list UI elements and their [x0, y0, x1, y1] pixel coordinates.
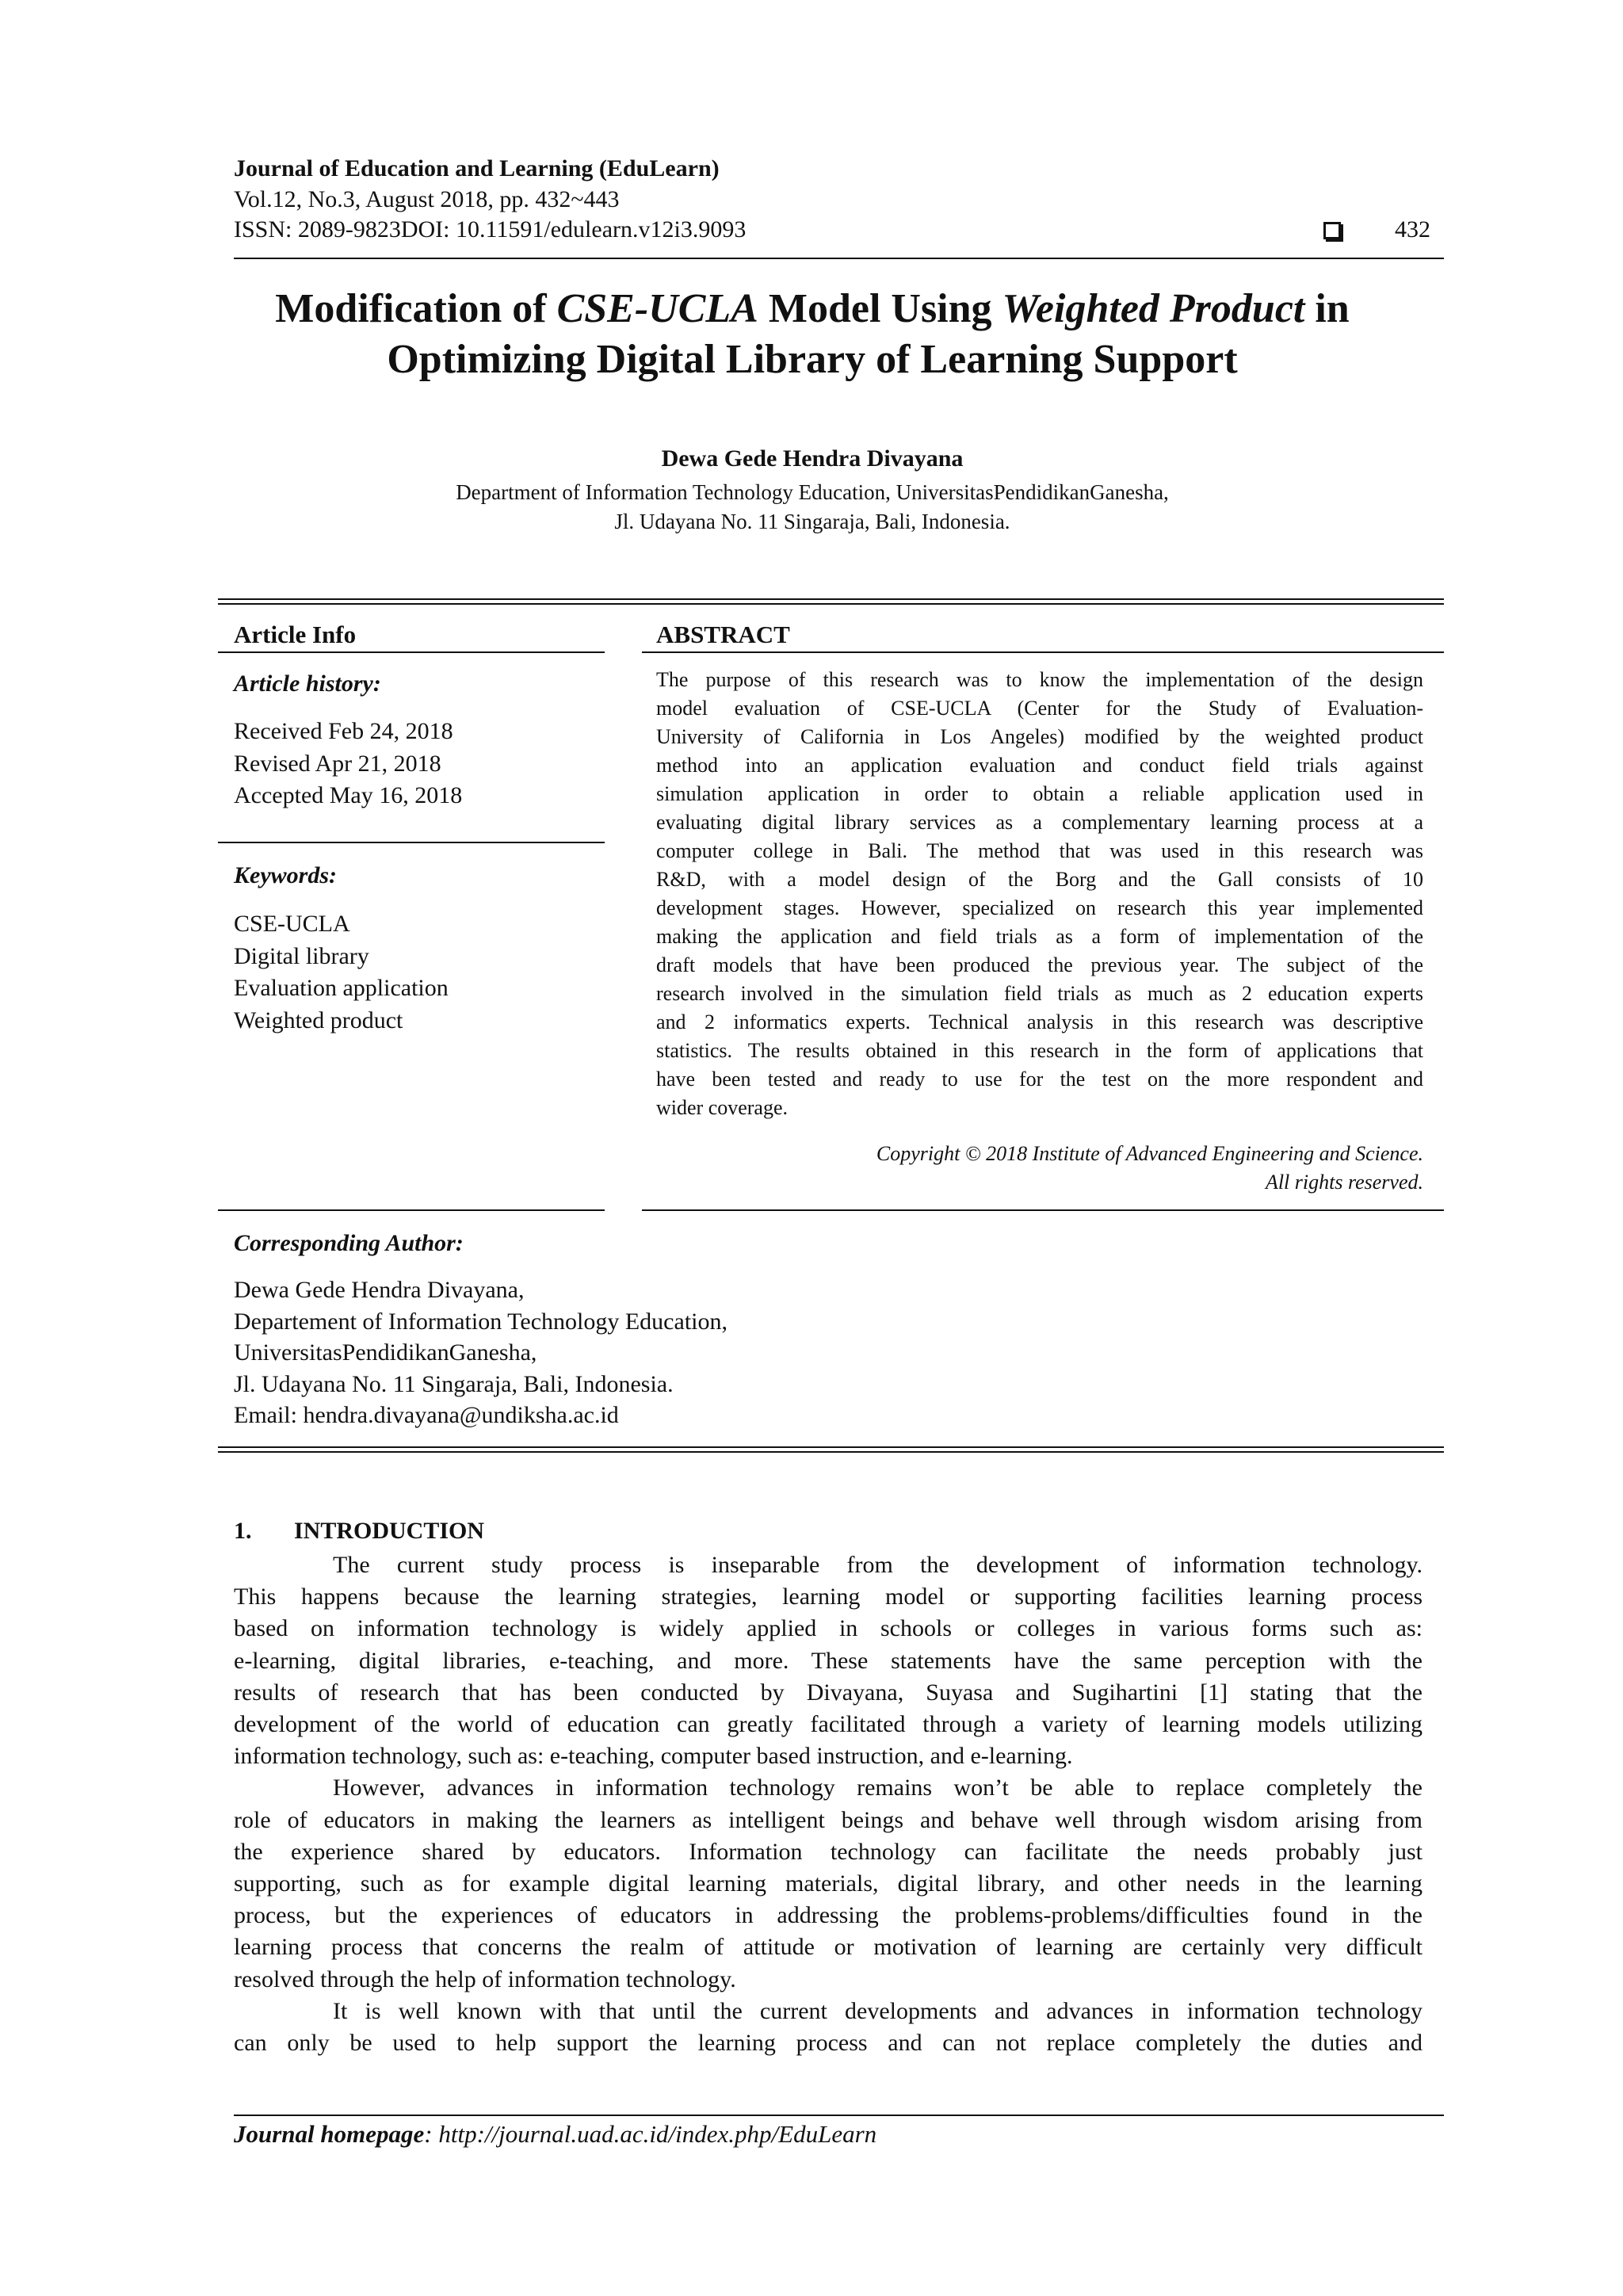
abstract-line: computer college in Bali. The method that was used in this research was	[656, 839, 1423, 862]
abstract-line: The purpose of this research was to know the implementation of the design	[656, 668, 1423, 691]
copyright-line: All rights reserved.	[1265, 1171, 1423, 1194]
history-accepted: Accepted May 16, 2018	[234, 782, 463, 808]
intro-line: based on information technology is widely applied in schools or colleges in various forms such as:	[234, 1615, 1423, 1642]
title-part: in	[1304, 286, 1350, 331]
title-part: Model Using	[758, 286, 1002, 331]
abstract-line: model evaluation of CSE-UCLA (Center for the Study of Evaluation-	[656, 697, 1423, 720]
info-box-top-rule	[218, 598, 1444, 600]
journal-volume: Vol.12, No.3, August 2018, pp. 432~443	[234, 186, 620, 212]
abstract-rule	[642, 651, 1444, 653]
page-number: 432	[1395, 216, 1430, 243]
abstract-line: and 2 informatics experts. Technical analysis in this research was descriptive	[656, 1010, 1423, 1033]
history-revised: Revised Apr 21, 2018	[234, 750, 441, 777]
intro-line: e-learning, digital libraries, e-teaching, and more. These statements have the same perception with the	[234, 1647, 1423, 1674]
homepage-link[interactable]: : http://journal.uad.ac.id/index.php/EduLearn	[424, 2120, 877, 2148]
abstract-bottom-rule	[642, 1209, 1444, 1211]
corresponding-email: Email: hendra.divayana@undiksha.ac.id	[234, 1402, 619, 1428]
intro-line: This happens because the learning strategies, learning model or supporting facilities learning process	[234, 1584, 1423, 1610]
keywords-heading: Keywords:	[234, 862, 337, 888]
abstract-line: University of California in Los Angeles) modified by the weighted product	[656, 725, 1423, 748]
intro-line: learning process that concerns the realm of attitude or motivation of learning are certainly very difficult	[234, 1934, 1423, 1961]
title-emphasis-method: Weighted Product	[1002, 286, 1305, 331]
intro-line: resolved through the help of information technology.	[234, 1966, 736, 1992]
checkbox-square-icon	[1323, 222, 1341, 239]
intro-line: The current study process is inseparable from the development of information technology.	[333, 1552, 1423, 1578]
title-emphasis-model: CSE-UCLA	[556, 286, 758, 331]
corresponding-name: Dewa Gede Hendra Divayana,	[234, 1277, 525, 1303]
intro-line: process, but the experiences of educators in addressing the problems-problems/difficulties found in the	[234, 1902, 1423, 1929]
header-rule	[234, 258, 1444, 259]
footer-rule	[234, 2115, 1444, 2116]
abstract-heading: ABSTRACT	[656, 621, 790, 648]
article-history-heading: Article history:	[234, 670, 381, 697]
intro-line: It is well known with that until the current developments and advances in information technology	[333, 1997, 1423, 2024]
homepage-label: Journal homepage	[234, 2120, 425, 2148]
intro-line: can only be used to help support the learning process and can not replace completely the duties and	[234, 2030, 1423, 2057]
corresponding-author-heading: Corresponding Author:	[234, 1230, 464, 1256]
keyword-item: CSE-UCLA	[234, 911, 350, 937]
article-info-bottom-rule	[218, 1209, 605, 1211]
abstract-line: making the application and field trials as a form of implementation of the	[656, 925, 1423, 948]
abstract-line: wider coverage.	[656, 1096, 789, 1119]
abstract-text	[656, 666, 1423, 1122]
introduction-heading	[234, 1518, 484, 1545]
info-box-bottom-rule-2	[218, 1451, 1444, 1453]
intro-line: information technology, such as: e-teaching, computer based instruction, and e-learning.	[234, 1743, 1073, 1770]
abstract-line: research involved in the simulation field trials as much as 2 education experts	[656, 982, 1423, 1005]
abstract-line: R&D, with a model design of the Borg and the Gall consists of 10	[656, 868, 1423, 891]
info-box-bottom-rule	[218, 1446, 1444, 1448]
introduction-body	[234, 1549, 1423, 2059]
intro-line: development of the world of education can greatly facilitated through a variety of learning models utilizing	[234, 1711, 1423, 1738]
affiliation-line: Department of Information Technology Education, UniversitasPendidikanGanesha,	[456, 480, 1169, 504]
journal-name: Journal of Education and Learning (EduLearn)	[234, 155, 720, 181]
title-part: Modification of	[275, 286, 557, 331]
intro-line: the experience shared by educators. Information technology can facilitate the needs probably just	[234, 1838, 1423, 1865]
abstract-line: statistics. The results obtained in this research in the form of applications that	[656, 1039, 1423, 1062]
section-title: INTRODUCTION	[294, 1518, 485, 1544]
keywords-rule	[218, 842, 605, 843]
corresponding-address: Jl. Udayana No. 11 Singaraja, Bali, Indonesia.	[234, 1370, 674, 1397]
keyword-item: Digital library	[234, 942, 369, 969]
abstract-line: evaluating digital library services as a complementary learning process at a	[656, 811, 1423, 834]
author-affiliation	[206, 478, 1419, 537]
abstract-line: draft models that have been produced the previous year. The subject of the	[656, 953, 1423, 976]
article-history-list	[234, 716, 462, 812]
article-info-heading: Article Info	[234, 621, 357, 648]
affiliation-line: Jl. Udayana No. 11 Singaraja, Bali, Indonesia.	[614, 510, 1010, 533]
abstract-line: have been tested and ready to use for the test on the more respondent and	[656, 1068, 1423, 1091]
journal-homepage	[234, 2120, 876, 2149]
copyright-notice	[656, 1140, 1423, 1197]
article-info-rule	[218, 651, 605, 653]
keywords-list	[234, 908, 449, 1037]
abstract-line: development stages. However, specialized on research this year implemented	[656, 896, 1423, 919]
corresponding-university: UniversitasPendidikanGanesha,	[234, 1339, 537, 1366]
intro-line: supporting, such as for example digital learning materials, digital library, and other needs in the learning	[234, 1870, 1423, 1897]
abstract-line: method into an application evaluation and conduct field trials against	[656, 754, 1423, 777]
title-line-2: Optimizing Digital Library of Learning Support	[387, 337, 1238, 382]
history-received: Received Feb 24, 2018	[234, 718, 453, 744]
paper-title	[206, 284, 1419, 385]
intro-line: results of research that has been conducted by Divayana, Suyasa and Sugihartini [1] stating that the	[234, 1679, 1423, 1706]
copyright-line: Copyright © 2018 Institute of Advanced Engineering and Science.	[876, 1142, 1423, 1165]
intro-line: role of educators in making the learners as intelligent beings and behave well through wisdom arising from	[234, 1806, 1423, 1833]
corresponding-author-details	[234, 1274, 727, 1431]
intro-line: However, advances in information technology remains won’t be able to replace completely the	[333, 1775, 1423, 1801]
corresponding-department: Departement of Information Technology Education,	[234, 1308, 727, 1335]
section-number: 1.	[234, 1518, 252, 1544]
info-box-top-rule-2	[218, 603, 1444, 605]
author-name: Dewa Gede Hendra Divayana	[661, 445, 964, 472]
keyword-item: Evaluation application	[234, 975, 449, 1001]
journal-issn-doi: ISSN: 2089-9823DOI: 10.11591/edulearn.v12i3.9093	[234, 216, 747, 243]
abstract-line: simulation application in order to obtain a reliable application used in	[656, 782, 1423, 805]
keyword-item: Weighted product	[234, 1007, 403, 1033]
